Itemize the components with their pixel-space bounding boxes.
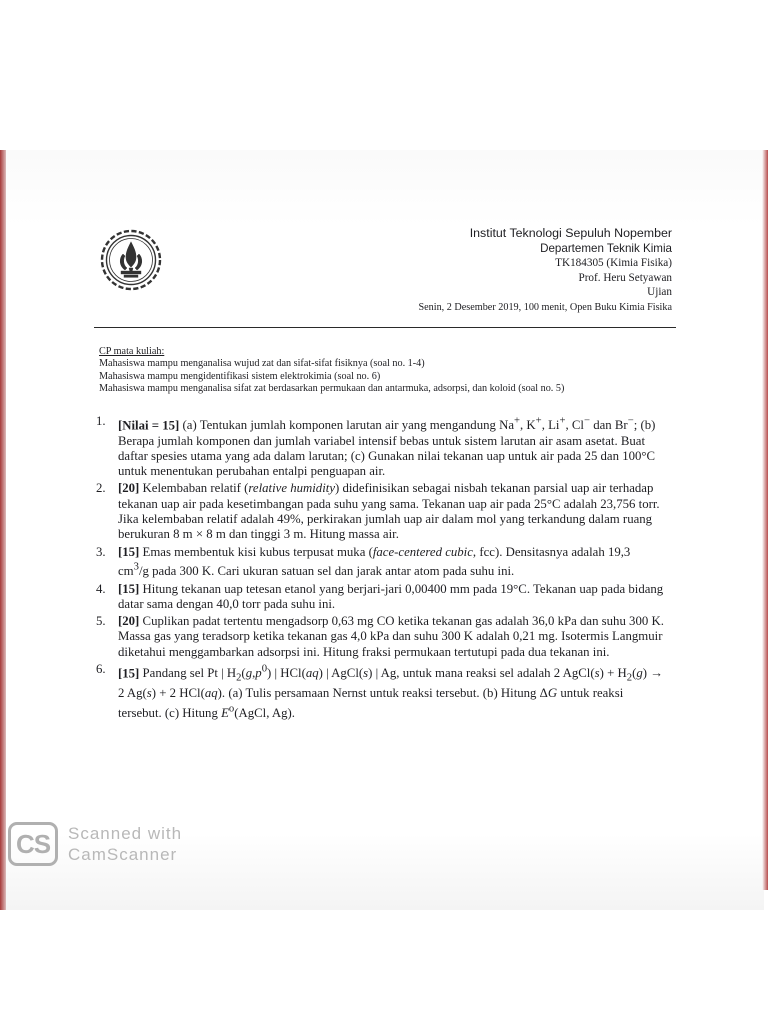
question-item	[92, 481, 664, 542]
question-text: Hitung tekanan uap tetesan etanol yang berjari-jari 0,00400 mm pada 19°C. Tekanan uap pada bidang datar sama dengan 40,0 torr pada suhu ini.	[118, 581, 664, 611]
question-item	[92, 662, 664, 721]
question-points: [Nilai = 15]	[118, 418, 180, 433]
learning-outcome-item: Mahasiswa mampu mengidentifikasi sistem elektrokimia (soal no. 6)	[99, 370, 381, 382]
scan-edge-right	[762, 150, 768, 890]
question-item	[92, 414, 664, 479]
question-text: Emas membentuk kisi kubus terpusat muka (face-centered cubic, fcc). Densitasnya adalah 19,3 $cm^3/g$ pada 300 K. Cari ukuran satuan sel dan jarak antar atom pada suhu ini.	[118, 544, 631, 579]
watermark-text	[68, 823, 182, 865]
question-list	[92, 414, 664, 723]
question-number: 1.	[96, 414, 106, 428]
camscanner-logo-icon: CS	[8, 822, 58, 866]
question-item	[92, 582, 664, 613]
question-text: (a) Tentukan jumlah komponen larutan air yang mengandung Na+, K+, Li+, Cl− dan Br−; (b) Berapa jumlah komponen dan jumlah variabel intensif bebas untuk sistem larutan air asam asetat. Buat daftar spesies utama yang ada dalam larutan; (c) Gunakan nilai tekanan uap untuk air pada 25 dan 100°C untuk menentukan perubahan entalpi penguapan air.	[118, 416, 656, 479]
exam-header	[418, 226, 672, 316]
question-points: [20]	[118, 481, 140, 496]
learning-outcome-item: Mahasiswa mampu menganalisa sifat zat berdasarkan permukaan dan antarmuka, adsorpsi, dan koloid (soal no. 5)	[99, 383, 565, 395]
question-text: Cuplikan padat tertentu mengadsorp 0,63 mg CO ketika tekanan gas adalah 36,0 kPa dan suhu 300 K. Massa gas yang teradsorp ketika tekanan gas 4,0 kPa dan suhu 300 K adalah 0,21 mg. Isotermis Langmuir diketahui menggambarkan adsorpsi ini. Hitung fraksi permukaan tertutupi pada dua tekanan ini.	[118, 614, 664, 659]
exam-dateline: Senin, 2 Desember 2019, 100 menit, Open Buku Kimia Fisika	[418, 301, 672, 313]
course-code: TK184305 (Kimia Fisika)	[555, 257, 672, 270]
exam-type: Ujian	[647, 286, 672, 299]
question-number: 3.	[96, 544, 106, 559]
question-number: 5.	[96, 614, 106, 629]
header-divider	[94, 327, 676, 328]
question-number: 6.	[96, 661, 106, 676]
watermark-line-1: Scanned with	[68, 824, 183, 843]
question-number: 2.	[96, 481, 106, 496]
lecturer-name: Prof. Heru Setyawan	[578, 271, 672, 284]
department-name: Departemen Teknik Kimia	[540, 241, 672, 255]
question-text: Pandang sel Pt | $H_2(g,p^0)$ | HCl(aq) | AgCl(s) | Ag, untuk mana reaksi sel adalah 2 AgCl(s) + $H_2(g) \to 2$ Ag(s) + 2 HCl(aq). (a) Tulis persamaan Nernst untuk reaksi tersebut. (b) Hitung ΔG untuk reaksi tersebut. (c) Hitung $E^o(AgCl$, Ag).	[118, 663, 663, 720]
question-item	[92, 545, 664, 580]
learning-outcome-item: Mahasiswa mampu menganalisa wujud zat dan sifat-sifat fisiknya (soal no. 1-4)	[99, 358, 425, 370]
question-points: [15]	[118, 544, 140, 559]
question-item	[92, 614, 664, 660]
its-emblem-icon	[99, 228, 163, 292]
question-points: [20]	[118, 614, 140, 629]
question-points: [15]	[118, 666, 140, 681]
institution-name: Institut Teknologi Sepuluh Nopember	[469, 226, 672, 240]
scanner-watermark	[8, 822, 182, 866]
learning-outcomes-title: CP mata kuliah:	[99, 346, 165, 357]
question-points: [15]	[118, 581, 140, 596]
question-text: Kelembaban relatif (relative humidity) didefinisikan sebagai nisbah tekanan parsial uap air terhadap tekanan uap air pada kesetimbangan pada suhu yang sama. Tekanan uap air pada 25°C adalah 23,756 torr. Jika kelembaban relatif adalah 49%, perkirakan jumlah uap air dalam mol yang terkandung dalam ruang berukuran 8 m × 8 m dan tinggi 3 m. Hitung massa air.	[118, 481, 660, 542]
watermark-line-2: CamScanner	[68, 845, 178, 864]
learning-outcomes	[99, 346, 564, 396]
question-number: 4.	[96, 581, 106, 596]
